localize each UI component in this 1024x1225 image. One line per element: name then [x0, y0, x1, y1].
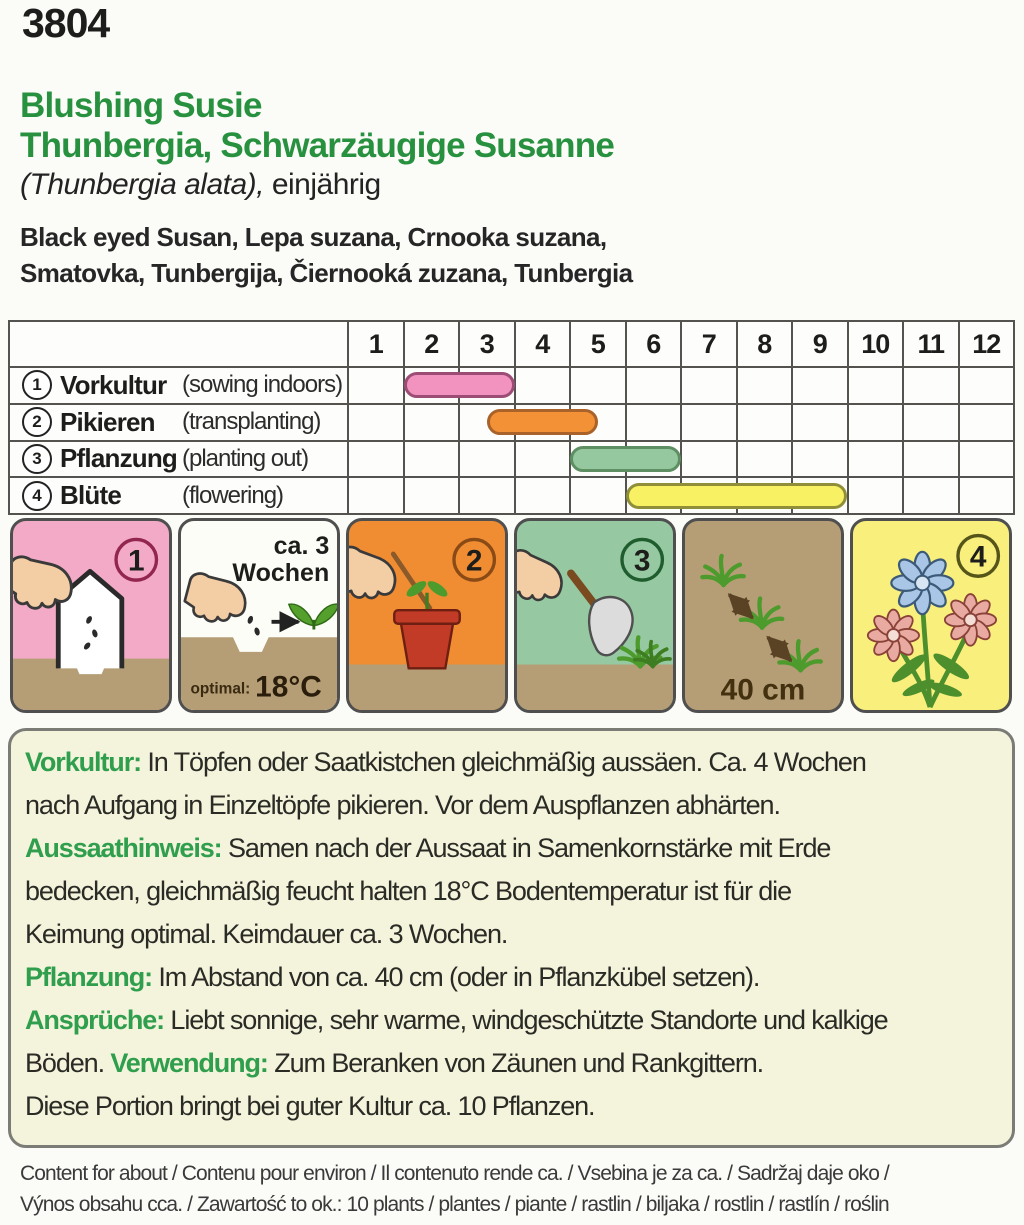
step-4-badge: 4	[969, 540, 987, 574]
calendar-grid-cell	[902, 405, 958, 440]
variety-title: Blushing Susie	[20, 86, 262, 125]
synonyms-line-1: Black eyed Susan, Lepa suzana, Crnooka suzana,	[20, 222, 607, 252]
calendar-header-row	[10, 322, 1013, 368]
calendar-grid-cell	[349, 478, 403, 513]
month-header-7: 7	[680, 322, 736, 366]
care-text-segment: Zum Beranken von Zäunen und Rankgittern.	[267, 1048, 764, 1078]
pictogram-sowing-indoors	[10, 518, 172, 713]
blue-flower-center	[915, 576, 929, 591]
seedling-leaf	[404, 578, 428, 599]
content-note-line-2: Výnos obsahu cca. / Zawartość to ok.: 10 plants / plantes / piante / rastlin / biljaka / rostlin / rastlín / roślin	[20, 1193, 889, 1216]
row-label-english: (planting out)	[182, 444, 309, 472]
row-label-english: (transplanting)	[182, 408, 321, 436]
calendar-grid-cell	[958, 405, 1014, 440]
calendar-grid-cell	[569, 478, 625, 513]
calendar-grid-cell	[847, 368, 903, 403]
pot-body	[401, 624, 453, 669]
care-text-segment: Böden.	[25, 1048, 111, 1078]
calendar-grid-cell	[847, 405, 903, 440]
care-keyword: Aussaathinweis:	[25, 833, 222, 863]
germination-duration-line1: ca. 3	[273, 531, 330, 560]
pink-flower-center	[964, 614, 977, 627]
botanical-name-line	[20, 168, 381, 202]
pictogram-spacing	[682, 518, 844, 713]
care-keyword: Verwendung:	[110, 1048, 268, 1078]
step-3-badge: 3	[633, 544, 651, 578]
row-label-german: Pflanzung	[60, 443, 178, 474]
care-text-segment: nach Aufgang in Einzeltöpfe pikieren. Vor dem Auspflanzen abhärten.	[25, 790, 780, 820]
calendar-grid-cell	[403, 478, 459, 513]
care-text-segment: Keimung optimal. Keimdauer ca. 3 Wochen.	[25, 919, 508, 949]
product-number: 3804	[22, 0, 110, 46]
care-text-line	[25, 784, 998, 827]
calendar-row-blüte	[10, 478, 1013, 513]
care-text-line	[25, 827, 998, 870]
row-label-german: Vorkultur	[60, 369, 167, 400]
calendar-grid-cell	[791, 442, 847, 477]
calendar-rows	[10, 368, 1013, 513]
plant-tuft-icon	[702, 556, 743, 585]
care-text-segment: In Töpfen oder Saatkistchen gleichmäßig aussäen. Ca. 4 Wochen	[141, 747, 866, 777]
botanical-name: (Thunbergia alata),	[20, 168, 264, 201]
hand-icon	[517, 545, 569, 612]
spacing-arrow-icon	[768, 637, 791, 660]
calendar-row-label	[10, 405, 347, 440]
calendar-bar-vorkultur	[404, 372, 515, 398]
step-1-badge: 1	[127, 544, 145, 578]
month-header-2: 2	[403, 322, 459, 366]
calendar-row-vorkultur	[10, 368, 1013, 405]
row-label-german: Blüte	[60, 480, 122, 511]
calendar-grid-cell	[847, 442, 903, 477]
calendar-row-strip	[347, 478, 1013, 513]
calendar-row-pikieren	[10, 405, 1013, 442]
pot-rim	[394, 610, 459, 624]
month-header-5: 5	[569, 322, 625, 366]
calendar-bar-blüte	[626, 483, 847, 509]
sowing-calendar-table	[8, 320, 1015, 515]
calendar-bar-pikieren	[487, 409, 598, 435]
month-header-strip	[347, 322, 1013, 366]
spacing-value: 40 cm	[720, 673, 806, 707]
planting-out-icon	[517, 521, 673, 710]
calendar-grid-cell	[958, 478, 1014, 513]
care-text-line	[25, 1042, 998, 1085]
calendar-grid-cell	[791, 368, 847, 403]
spacing-icon	[685, 521, 841, 710]
calendar-grid-cell	[514, 368, 570, 403]
trowel-blade-icon	[589, 597, 632, 655]
care-text-segment: Liebt sonnige, sehr warme, windgeschützte Standorte und kalkige	[164, 1005, 888, 1035]
germination-duration-line2: Wochen	[232, 559, 330, 588]
month-header-4: 4	[514, 322, 570, 366]
month-header-8: 8	[736, 322, 792, 366]
care-text-line	[25, 741, 998, 784]
calendar-grid-cell	[680, 405, 736, 440]
care-text-segment: Samen nach der Aussaat in Samenkornstärke mit Erde	[221, 833, 831, 863]
germination-icon	[181, 521, 337, 710]
calendar-grid-cell	[625, 368, 681, 403]
calendar-grid-cell	[458, 442, 514, 477]
month-header-10: 10	[847, 322, 903, 366]
spacing-arrow-icon	[729, 595, 752, 618]
calendar-grid-cell	[680, 442, 736, 477]
step-number-circle: 2	[22, 407, 52, 437]
pictogram-strip	[10, 518, 1012, 713]
calendar-grid-cell	[349, 442, 403, 477]
flowering-icon	[853, 521, 1009, 710]
calendar-grid-cell	[458, 478, 514, 513]
care-text-segment: Im Abstand von ca. 40 cm (oder in Pflanzkübel setzen).	[151, 962, 760, 992]
month-header-3: 3	[458, 322, 514, 366]
care-instructions-text	[25, 741, 998, 1128]
care-text-segment: Diese Portion bringt bei guter Kultur ca. 10 Pflanzen.	[25, 1091, 595, 1121]
calendar-grid-cell	[847, 478, 903, 513]
pictogram-flowering	[850, 518, 1012, 713]
calendar-grid-cell	[791, 405, 847, 440]
calendar-grid-cell	[625, 405, 681, 440]
calendar-row-strip	[347, 368, 1013, 403]
calendar-grid-cell	[569, 368, 625, 403]
calendar-grid-cell	[514, 442, 570, 477]
calendar-bar-pflanzung	[570, 446, 681, 472]
care-instructions-box	[8, 728, 1015, 1148]
calendar-grid-cell	[736, 368, 792, 403]
calendar-grid-cell	[958, 442, 1014, 477]
calendar-grid-cell	[958, 368, 1014, 403]
care-text-line	[25, 1085, 998, 1128]
step-number-circle: 3	[22, 444, 52, 474]
lifecycle-label: einjährig	[263, 168, 381, 201]
calendar-grid-cell	[736, 442, 792, 477]
row-label-german: Pikieren	[60, 406, 155, 437]
soil-shape	[349, 664, 505, 710]
calendar-row-strip	[347, 442, 1013, 477]
month-header-11: 11	[902, 322, 958, 366]
pictogram-germination	[178, 518, 340, 713]
optimal-temperature: 18°C	[255, 670, 322, 704]
care-text-line	[25, 913, 998, 956]
care-text-line	[25, 956, 998, 999]
content-note-line-1: Content for about / Contenu pour environ / Il contenuto rende ca. / Vsebina je za ca. / Sadržaj daje oko /	[20, 1162, 889, 1185]
care-text-line	[25, 999, 998, 1042]
calendar-grid-cell	[514, 478, 570, 513]
calendar-grid-cell	[403, 442, 459, 477]
seedling-leaf	[425, 578, 449, 599]
pictogram-planting-out	[514, 518, 676, 713]
species-common-title: Thunbergia, Schwarzäugige Susanne	[20, 126, 614, 165]
calendar-grid-cell	[403, 405, 459, 440]
sowing-indoors-icon	[13, 521, 169, 710]
calendar-row-label	[10, 368, 347, 403]
care-text-line	[25, 870, 998, 913]
calendar-row-label	[10, 478, 347, 513]
care-text-segment: bedecken, gleichmäßig feucht halten 18°C Bodentemperatur ist für die	[25, 876, 791, 906]
optimal-label: optimal:	[190, 680, 251, 698]
month-header-9: 9	[791, 322, 847, 366]
pictogram-transplanting	[346, 518, 508, 713]
calendar-row-label	[10, 442, 347, 477]
step-number-circle: 4	[22, 481, 52, 511]
pink-flower-center	[887, 629, 900, 642]
month-header-1: 1	[368, 328, 383, 359]
synonyms-line-2: Smatovka, Tunbergija, Čiernooká zuzana, Tunbergia	[20, 258, 633, 288]
step-number-circle: 1	[22, 370, 52, 400]
calendar-grid-cell	[902, 442, 958, 477]
calendar-grid-cell	[902, 368, 958, 403]
sprout-icon	[289, 604, 337, 629]
calendar-grid-cell	[902, 478, 958, 513]
step-2-badge: 2	[465, 544, 483, 578]
care-keyword: Pflanzung:	[25, 962, 152, 992]
soil-shape	[517, 664, 673, 710]
transplanting-icon	[349, 521, 505, 710]
calendar-row-pflanzung	[10, 442, 1013, 479]
trowel-handle	[571, 573, 596, 606]
calendar-grid-cell	[680, 368, 736, 403]
dibber-stick-icon	[393, 554, 430, 608]
calendar-grid-cell	[349, 405, 403, 440]
calendar-row-strip	[347, 405, 1013, 440]
calendar-grid-cell	[349, 368, 403, 403]
month-header-6: 6	[625, 322, 681, 366]
care-keyword: Vorkultur:	[25, 747, 141, 777]
calendar-grid-cell	[736, 405, 792, 440]
row-label-english: (flowering)	[182, 481, 284, 509]
care-keyword: Ansprüche:	[25, 1005, 165, 1035]
month-header-12: 12	[958, 322, 1014, 366]
row-label-english: (sowing indoors)	[182, 371, 343, 399]
